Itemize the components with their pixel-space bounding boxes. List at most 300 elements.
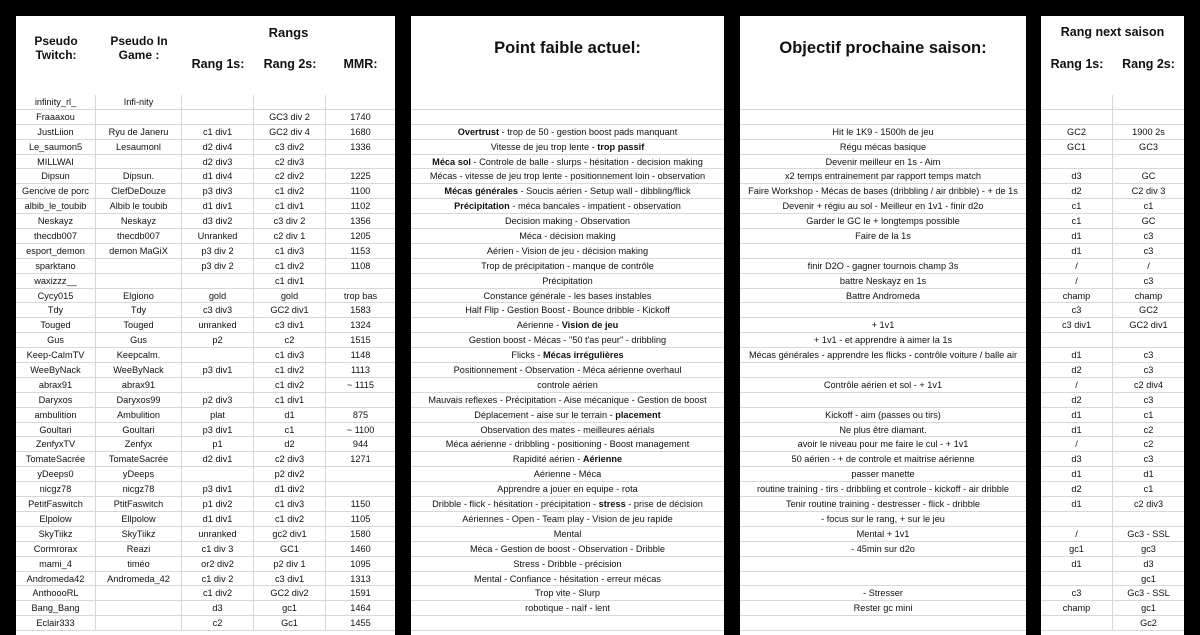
rang-1s-cell: c2 [182,616,254,630]
table-row [16,572,395,587]
rang-2s-cell: d1 [254,408,326,422]
table-row [411,542,724,557]
table-row [740,423,1026,438]
rang-2s-cell [254,95,326,109]
next-rang-1s-cell: / [1041,527,1113,541]
pseudo-game-cell: Keepcalm. [96,348,182,362]
table-row [740,482,1026,497]
table-row [411,482,724,497]
next-rang-1s-cell: gc1 [1041,542,1113,556]
next-rang-1s-cell: d3 [1041,169,1113,183]
table-row [1041,408,1184,423]
table-row [740,184,1026,199]
next-rang-2s-cell [1113,155,1184,169]
next-rang-2s-cell: gc1 [1141,603,1156,614]
rang-1s-cell: p3 div1 [182,363,254,377]
weak-point-cell: Précipitation [542,275,593,286]
table-row [1041,110,1184,125]
rang-1s-cell: unranked [182,527,254,541]
table-row [16,95,395,110]
table-row [411,557,724,572]
header-rang-next: Rang next saison [1060,25,1165,39]
rang-2s-cell: gc1 [254,601,326,615]
weak-point-cell: Méca - décision making [519,231,616,242]
pseudo-game-cell: Touged [96,318,182,332]
table-row [16,184,395,199]
next-rang-1s-cell [1041,110,1113,124]
table-row [1041,363,1184,378]
table-row [1041,512,1184,527]
table-row [16,333,395,348]
mmr-cell: 1313 [350,573,371,584]
header-pseudo-twitch: Pseudo Twitch: [34,34,78,62]
table-row [411,601,724,616]
rang-1s-cell: d3 div2 [182,214,254,228]
table-row [16,482,395,497]
table-row [411,229,724,244]
table-row [740,363,1026,378]
next-season-table-body [1041,95,1184,631]
rang-2s-cell: c1 div1 [254,393,326,407]
table-row [411,527,724,542]
next-rang-2s-cell: GC [1141,171,1156,182]
rang-2s-cell: c3 div 2 [254,214,326,228]
table-row [740,452,1026,467]
rang-2s-cell: c1 div1 [254,199,326,213]
mmr-cell: 1150 [350,499,371,510]
table-row [1041,497,1184,512]
table-row [1041,482,1184,497]
weak-point-cell: Aérien - Vision de jeu - décision making [486,245,649,256]
rang-2s-cell: c2 div3 [254,452,326,466]
table-row [1041,95,1184,110]
table-row [411,244,724,259]
table-row [16,512,395,527]
table-row [1041,274,1184,289]
objective-cell: Mécas générales - apprendre les flicks - contrôle voiture / balle air [748,350,1018,361]
weak-point-cell: Trop de précipitation - manque de contrôle [481,260,654,271]
mmr-cell: 1455 [350,618,371,629]
next-rang-2s-cell: champ [1134,290,1163,301]
next-rang-2s-cell [1113,95,1184,109]
table-row [411,378,724,393]
table-row [740,467,1026,482]
table-row [16,214,395,229]
pseudo-game-cell: Infi-nity [96,95,182,109]
table-row [16,348,395,363]
next-rang-2s-cell: c3 [1143,365,1154,376]
mmr-cell: 1148 [350,350,371,361]
table-row [1041,199,1184,214]
rang-2s-cell: GC2 div1 [254,303,326,317]
table-row [740,542,1026,557]
next-rang-1s-cell: c3 div1 [1041,318,1113,332]
rang-2s-cell: p2 div 1 [254,557,326,571]
weak-point-cell: Flicks - Mécas irrégulières [511,350,624,361]
table-row [740,512,1026,527]
pseudo-game-cell [96,155,182,169]
objective-cell: - Stresser [863,588,903,599]
table-row [1041,244,1184,259]
pseudo-twitch-cell: infinity_rl_ [16,95,96,109]
next-rang-2s-cell: c3 [1143,231,1154,242]
table-row [411,616,724,631]
weak-point-cell: Mental - Confiance - hésitation - erreur mécas [474,573,661,584]
rang-2s-cell: c1 div2 [254,378,326,392]
pseudo-game-cell: ClefDeDouze [96,184,182,198]
weak-point-cell: Aériennes - Open - Team play - Vision de jeu rapide [462,513,673,524]
table-row [411,140,724,155]
pseudo-twitch-cell: Daryxos [16,393,96,407]
rang-2s-cell: c2 div 1 [254,229,326,243]
mmr-cell: 1583 [350,305,371,316]
objective-cell: Contrôle aérien et sol - + 1v1 [823,379,943,390]
table-row [1041,348,1184,363]
mmr-cell: ~ 1115 [347,379,374,390]
mmr-cell: 1324 [350,320,371,331]
next-rang-2s-cell: c2 [1143,439,1154,450]
pseudo-game-cell: Gus [96,333,182,347]
table-row [740,214,1026,229]
weak-point-cell: Déplacement - aise sur le terrain - placement [474,409,661,420]
table-row [16,155,395,170]
rang-2s-cell: c1 div3 [254,348,326,362]
table-row [411,363,724,378]
next-rang-1s-cell: / [1041,274,1113,288]
mmr-cell [326,155,395,169]
pseudo-game-cell: TomateSacrée [96,452,182,466]
rang-2s-cell: gc2 div1 [254,527,326,541]
table-row [16,497,395,512]
rang-1s-cell [182,110,254,124]
objective-cell: avoir le niveau pour me faire le cul - + 1v1 [797,439,969,450]
rang-2s-cell: c3 div1 [254,572,326,586]
table-row [740,333,1026,348]
table-row [1041,452,1184,467]
rang-2s-cell: c1 div2 [254,512,326,526]
pseudo-twitch-cell: Cormrorax [16,542,96,556]
next-rang-2s-cell: GC [1141,216,1156,227]
pseudo-game-cell: SkyTiikz [96,527,182,541]
next-rang-2s-cell: c2 div4 [1133,379,1164,390]
next-rang-1s-cell: d1 [1041,497,1113,511]
players-table-body [16,95,395,631]
pseudo-twitch-cell: SkyTiikz [16,527,96,541]
table-row [16,467,395,482]
pseudo-game-cell: Dipsun. [96,169,182,183]
pseudo-twitch-cell: Tdy [16,303,96,317]
rang-1s-cell: d2 div4 [182,140,254,154]
rang-2s-cell: gold [254,289,326,303]
weak-point-cell: Stress - Dribble - précision [513,558,622,569]
table-row [1041,572,1184,587]
header-rang-1s: Rang 1s: [191,57,245,71]
header-next-2s: Rang 2s: [1122,57,1175,71]
weak-point-cell [411,110,724,124]
pseudo-game-cell: timéo [96,557,182,571]
objective-cell [740,616,1026,630]
mmr-cell: 1464 [350,603,371,614]
next-rang-1s-cell: GC2 [1041,125,1113,139]
rang-2s-cell: c2 div3 [254,155,326,169]
weak-point-cell: robotique - naïf - lent [525,603,610,614]
rang-1s-cell: p2 [182,333,254,347]
rang-1s-cell [182,348,254,362]
next-rang-1s-cell: / [1041,437,1113,451]
rang-1s-cell: p1 div2 [182,497,254,511]
pseudo-twitch-cell: Goultari [16,423,96,437]
table-row [411,110,724,125]
rang-1s-cell: p2 div3 [182,393,254,407]
table-row [1041,303,1184,318]
rang-2s-cell: GC3 div 2 [254,110,326,124]
weak-point-cell: Aérienne - Vision de jeu [516,320,619,331]
table-row [740,378,1026,393]
table-row [1041,318,1184,333]
objective-cell [740,110,1026,124]
table-row [411,169,724,184]
table-row [740,259,1026,274]
next-rang-2s-cell: d1 [1143,469,1154,480]
table-row [411,572,724,587]
pseudo-twitch-cell: MILLWAI [16,155,96,169]
next-rang-1s-cell: champ [1041,601,1113,615]
table-row [1041,229,1184,244]
rang-2s-cell: c1 div1 [254,274,326,288]
table-row [740,572,1026,587]
rang-2s-cell: d2 [254,437,326,451]
next-rang-1s-cell: d2 [1041,393,1113,407]
table-row [411,274,724,289]
table-row [740,140,1026,155]
table-row [1041,423,1184,438]
pseudo-game-cell: Elgiono [96,289,182,303]
table-row [1041,616,1184,631]
mmr-cell: 1580 [350,528,371,539]
mmr-cell: 1102 [350,201,371,212]
table-row [740,303,1026,318]
pseudo-twitch-cell: Elpolow [16,512,96,526]
pseudo-game-cell [96,616,182,630]
mmr-cell: 1271 [350,454,371,465]
table-row [16,110,395,125]
table-row [16,423,395,438]
next-rang-1s-cell [1041,333,1113,347]
next-rang-2s-cell [1113,110,1184,124]
pseudo-twitch-cell: Eclair333 [16,616,96,630]
objective-cell [740,393,1026,407]
rang-1s-cell: c3 div3 [182,303,254,317]
table-row [16,527,395,542]
next-rang-1s-cell: d1 [1041,557,1113,571]
table-row [411,333,724,348]
table-row [740,616,1026,631]
rang-1s-cell: or2 div2 [182,557,254,571]
mmr-cell: ~ 1100 [346,424,375,435]
pseudo-game-cell: Goultari [96,423,182,437]
header-point-faible: Point faible actuel: [494,38,641,57]
mmr-cell: 1205 [350,231,371,242]
weak-point-cell: Constance générale - les bases instables [483,290,652,301]
table-row [740,557,1026,572]
table-row [1041,601,1184,616]
header-rangs: Rangs [268,24,309,40]
pseudo-twitch-cell: WeeByNack [16,363,96,377]
rang-1s-cell: c1 div2 [182,586,254,600]
rang-1s-cell: gold [182,289,254,303]
table-row [411,467,724,482]
mmr-cell: 1460 [350,543,371,554]
weak-point-cell: Méca - Gestion de boost - Observation - Dribble [469,543,666,554]
next-rang-1s-cell [1041,616,1113,630]
table-row [411,497,724,512]
objective-table-body [740,95,1026,631]
table-row [740,229,1026,244]
table-row [1041,437,1184,452]
mmr-cell: trop bas [343,290,378,301]
mmr-cell: 1225 [350,171,371,182]
pseudo-game-cell [96,274,182,288]
pseudo-twitch-cell: Cycy015 [16,289,96,303]
table-row [16,393,395,408]
table-row [1041,378,1184,393]
next-rang-2s-cell: c1 [1143,201,1154,212]
mmr-cell [326,95,395,109]
table-row [740,274,1026,289]
table-row [16,616,395,631]
rang-2s-cell: c1 div3 [254,497,326,511]
table-row [740,199,1026,214]
mmr-cell: 944 [352,439,369,450]
players-panel [16,16,395,635]
pseudo-game-cell: Daryxos99 [96,393,182,407]
table-row [411,437,724,452]
pseudo-game-cell [96,110,182,124]
objective-cell: + 1v1 [871,320,895,331]
weak-point-cell: Mécas - vitesse de jeu trop lente - positionnement loin - observation [429,171,706,182]
pseudo-twitch-cell: Keep-CalmTV [16,348,96,362]
table-row [1041,214,1184,229]
table-row [411,512,724,527]
weak-point-cell: controle aérien [537,379,598,390]
next-rang-2s-cell: C2 div 3 [1131,186,1166,197]
rang-2s-cell: c1 div3 [254,244,326,258]
pseudo-game-cell: Neskayz [96,214,182,228]
pseudo-game-cell: Reazi [96,542,182,556]
rang-2s-cell: c1 div2 [254,259,326,273]
next-rang-2s-cell: c3 [1143,394,1154,405]
next-rang-2s-cell: GC3 [1139,141,1158,152]
mmr-cell: 1108 [350,260,371,271]
table-row [16,437,395,452]
rang-2s-cell: c3 div1 [254,318,326,332]
table-row [16,229,395,244]
objective-cell [740,95,1026,109]
header-mmr: MMR: [343,57,378,71]
table-row [1041,259,1184,274]
table-row [740,318,1026,333]
rang-1s-cell: plat [182,408,254,422]
next-rang-2s-cell: c1 [1143,409,1154,420]
weak-point-cell: Dribble - flick - hésitation - précipitation - stress - prise de décision [432,499,703,510]
pseudo-twitch-cell: Gus [16,333,96,347]
next-rang-1s-cell: c1 [1041,214,1113,228]
mmr-cell: 1153 [350,245,371,256]
mmr-cell: 1105 [350,513,371,524]
pseudo-twitch-cell: yDeeps0 [16,467,96,481]
table-row [16,586,395,601]
next-rang-1s-cell [1041,572,1113,586]
table-row [411,259,724,274]
rang-2s-cell: c1 [254,423,326,437]
next-rang-2s-cell: Gc2 [1140,618,1157,629]
weak-point-cell: Méca aérienne - dribbling - positioning - Boost management [445,439,690,450]
mmr-cell [326,467,395,481]
rang-1s-cell: d2 div3 [182,155,254,169]
next-rang-1s-cell: d1 [1041,229,1113,243]
objective-cell: battre Neskayz en 1s [839,275,927,286]
next-rang-1s-cell: GC1 [1041,140,1113,154]
next-rang-1s-cell: d2 [1041,482,1113,496]
pseudo-twitch-cell: abrax91 [16,378,96,392]
table-row [740,155,1026,170]
next-rang-2s-cell: c3 [1143,454,1154,465]
weak-point-cell [411,616,724,630]
next-rang-1s-cell: c1 [1041,199,1113,213]
table-row [1041,289,1184,304]
next-rang-1s-cell: d1 [1041,348,1113,362]
table-row [740,408,1026,423]
table-row [16,289,395,304]
next-rang-1s-cell: / [1041,378,1113,392]
rang-1s-cell: c1 div1 [182,125,254,139]
pseudo-game-cell: Ryu de Janeru [96,125,182,139]
pseudo-twitch-cell: Dipsun [16,169,96,183]
table-row [411,423,724,438]
pseudo-twitch-cell: waxizzz__ [16,274,96,288]
rang-1s-cell [182,95,254,109]
next-rang-2s-cell: gc1 [1141,573,1156,584]
table-row [1041,467,1184,482]
rang-2s-cell: p2 div2 [254,467,326,481]
next-rang-2s-cell: d3 [1143,558,1154,569]
table-row [16,601,395,616]
objective-panel [740,16,1026,635]
table-row [411,199,724,214]
pseudo-twitch-cell: nicgz78 [16,482,96,496]
next-rang-2s-cell: c2 [1143,424,1154,435]
next-rang-2s-cell: c3 [1143,350,1154,361]
table-row [1041,586,1184,601]
weak-point-cell: Overtrust - trop de 50 - gestion boost pads manquant [457,126,678,137]
next-rang-2s-cell: c3 [1143,245,1154,256]
weak-point-cell: Aérienne - Méca [533,469,602,480]
next-rang-1s-cell [1041,512,1113,526]
mmr-cell: 1336 [350,141,371,152]
table-row [411,95,724,110]
pseudo-twitch-cell: ambulition [16,408,96,422]
pseudo-twitch-cell: sparktano [16,259,96,273]
next-rang-1s-cell [1041,95,1113,109]
rang-1s-cell [182,467,254,481]
objective-cell: Hit le 1K9 - 1500h de jeu [832,126,934,137]
next-rang-1s-cell: d1 [1041,244,1113,258]
pseudo-game-cell: Zenfyx [96,437,182,451]
rang-2s-cell: c1 div2 [254,184,326,198]
rang-1s-cell [182,378,254,392]
table-row [16,199,395,214]
table-row [740,110,1026,125]
